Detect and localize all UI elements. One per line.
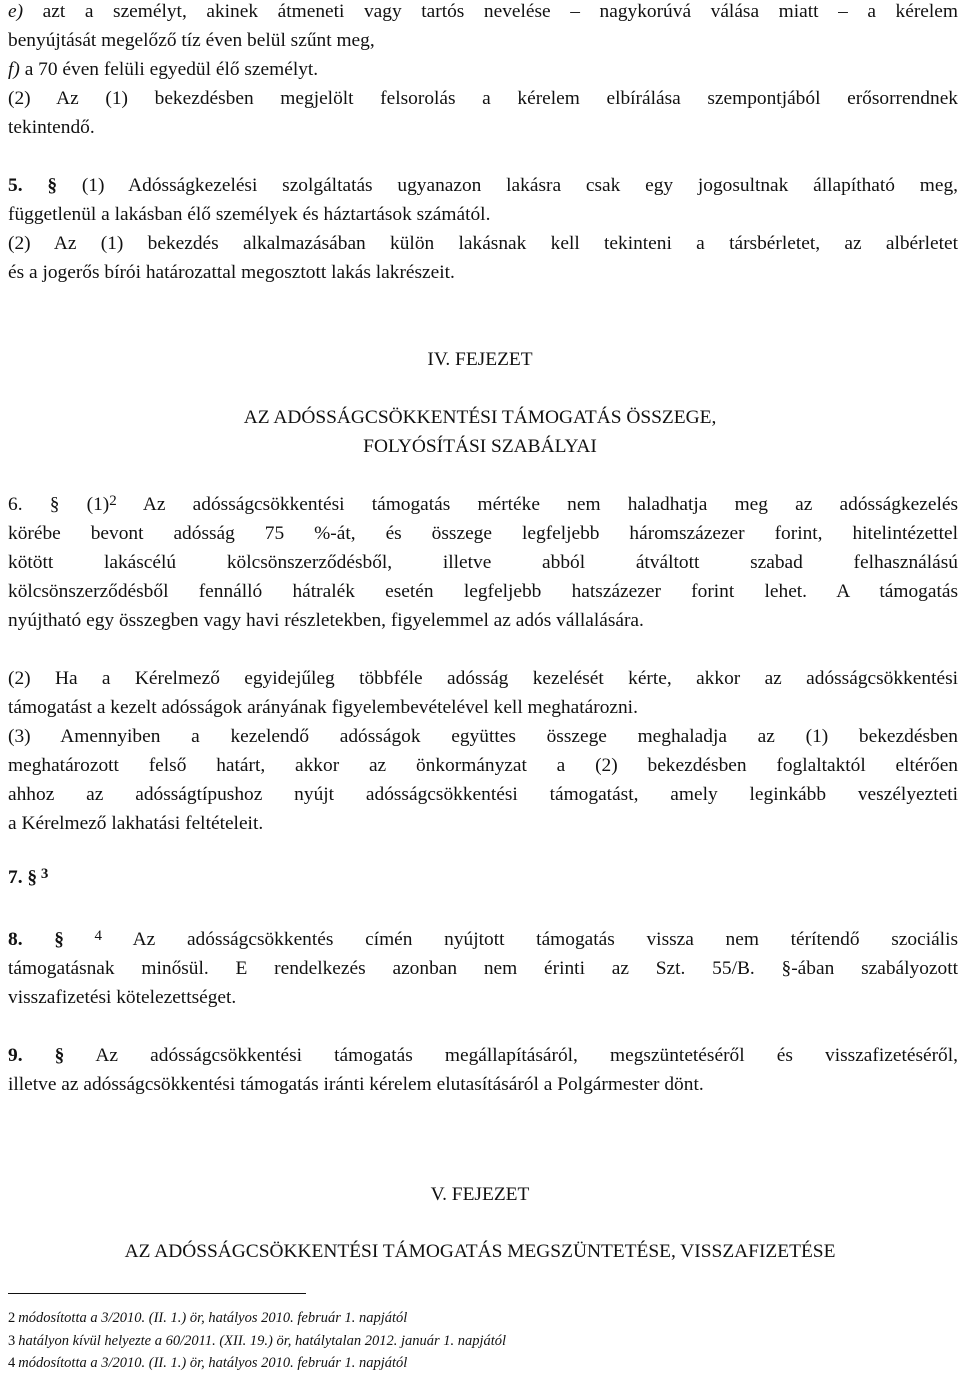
text-line: és a jogerős bírói határozattal megosztott lakás lakrészeit. xyxy=(8,262,455,283)
chapter-title-line-1: AZ ADÓSSÁGCSÖKKENTÉSI TÁMOGATÁS ÖSSZEGE, xyxy=(243,407,717,428)
text-line: visszafizetési kötelezettséget. xyxy=(8,987,237,1008)
text-line: tekintendő. xyxy=(8,117,95,138)
footnote-ref-3: 3 xyxy=(37,866,49,882)
text-line: körébe bevont adósság 75 %-át, és összege legfeljebb háromszázezer forint, hitelintézettel xyxy=(8,523,958,544)
text-line: a Kérelmező lakhatási feltételeit. xyxy=(8,813,264,834)
section-number: 5. § xyxy=(8,175,58,196)
section-6-line: 6. § $(1)^2$ Az adósságcsökkentési támogatás mértéke nem haladhatja meg az adósságkezelés xyxy=(8,493,958,515)
footnote xyxy=(8,1309,908,1327)
footnote-ref-4: 4 xyxy=(63,928,103,944)
footnote-number: 3 xyxy=(8,1333,16,1349)
footnote-ref-2: 2 xyxy=(109,493,117,509)
text-line: e) azt a személyt, akinek átmeneti vagy tartós nevelése – nagykorúvá válása miatt – a kérelem xyxy=(8,1,958,22)
text-line: ahhoz az adósságtípushoz nyújt adósságcsökkentési támogatást, amely leginkább veszélyezteti xyxy=(8,784,958,805)
text-line: illetve az adósságcsökkentési támogatás iránti kérelem elutasításáról a Polgármester dönt. xyxy=(8,1074,704,1095)
list-marker-f: f) xyxy=(8,59,20,80)
footnote-separator xyxy=(8,1293,306,1294)
chapter-heading-iv: IV. FEJEZET xyxy=(427,349,533,370)
section-number: 6. § (1) xyxy=(8,494,110,515)
section-9-line: 9. § Az adósságcsökkentési támogatás megállapításáról, megszüntetéséről és visszafizetéséről, xyxy=(8,1045,958,1066)
text-line: (2) Ha a Kérelmező egyidejűleg többféle adósság kezelését kérte, akkor az adósságcsökkentési xyxy=(8,668,958,689)
footnote-text: hatályon kívül helyezte a 60/2011. (XII. 19.) ör, hatálytalan 2012. január 1. napjától xyxy=(18,1333,507,1349)
footnote-number: 2 xyxy=(8,1310,16,1326)
chapter-title-v: AZ ADÓSSÁGCSÖKKENTÉSI TÁMOGATÁS MEGSZÜNTETÉSE, VISSZAFIZETÉSE xyxy=(124,1241,836,1262)
footnote-text: módosította a 3/2010. (II. 1.) ör, hatályos 2010. február 1. napjától xyxy=(18,1310,408,1326)
chapter-heading-v: V. FEJEZET xyxy=(430,1184,530,1205)
text-line: nyújtható egy összegben vagy havi részletekben, figyelemmel az adós vállalására. xyxy=(8,610,644,631)
list-marker-e: e) xyxy=(8,1,24,22)
text-line: f) a 70 éven felüli egyedül élő személyt. xyxy=(8,59,319,80)
text-line: (3) Amennyiben a kezelendő adósságok együttes összege meghaladja az (1) bekezdésben xyxy=(8,726,958,747)
section-5-line: 5. § (1) Adósságkezelési szolgáltatás ugyanazon lakásra csak egy jogosultnak állapítható meg, xyxy=(8,175,958,196)
footnote xyxy=(8,1332,908,1350)
text-line: kölcsönszerződésből fennálló hátralék esetén legfeljebb hatszázezer forint lehet. A támogatás xyxy=(8,581,958,602)
text-line: meghatározott felső határt, akkor az önkormányzat a (2) bekezdésben foglaltaktól eltérően xyxy=(8,755,958,776)
text-line: támogatásnak minősül. E rendelkezés azonban nem érinti az Szt. 55/B. §-ában szabályozott xyxy=(8,958,958,979)
text-line: (2) Az (1) bekezdés alkalmazásában külön lakásnak kell tekinteni a társbérletet, az albérletet xyxy=(8,233,958,254)
section-number: 7. § xyxy=(8,867,38,888)
text-line: (2) Az (1) bekezdésben megjelölt felsorolás a kérelem elbírálása szempontjából erősorrendnek xyxy=(8,88,958,109)
text-line: benyújtását megelőző tíz éven belül szűnt meg, xyxy=(8,30,375,51)
section-number: 9. § xyxy=(8,1045,65,1066)
footnote xyxy=(8,1354,908,1372)
section-number: 8. § xyxy=(8,929,64,950)
chapter-title-line-2: FOLYÓSÍTÁSI SZABÁLYAI xyxy=(363,436,597,457)
text-line: kötött lakáscélú kölcsönszerződésből, illetve abból átváltott szabad felhasználású xyxy=(8,552,958,573)
section-8-line: 8. § $^4$ Az adósságcsökkentés címén nyújtott támogatás vissza nem térítendő szociális xyxy=(8,928,959,950)
footnote-text: módosította a 3/2010. (II. 1.) ör, hatályos 2010. február 1. napjától xyxy=(18,1355,408,1371)
section-7-line xyxy=(8,866,958,891)
text-line: függetlenül a lakásban élő személyek és háztartások számától. xyxy=(8,204,491,225)
footnote-number: 4 xyxy=(8,1355,16,1371)
text-line: támogatást a kezelt adósságok arányának figyelembevételével kell meghatározni. xyxy=(8,697,638,718)
